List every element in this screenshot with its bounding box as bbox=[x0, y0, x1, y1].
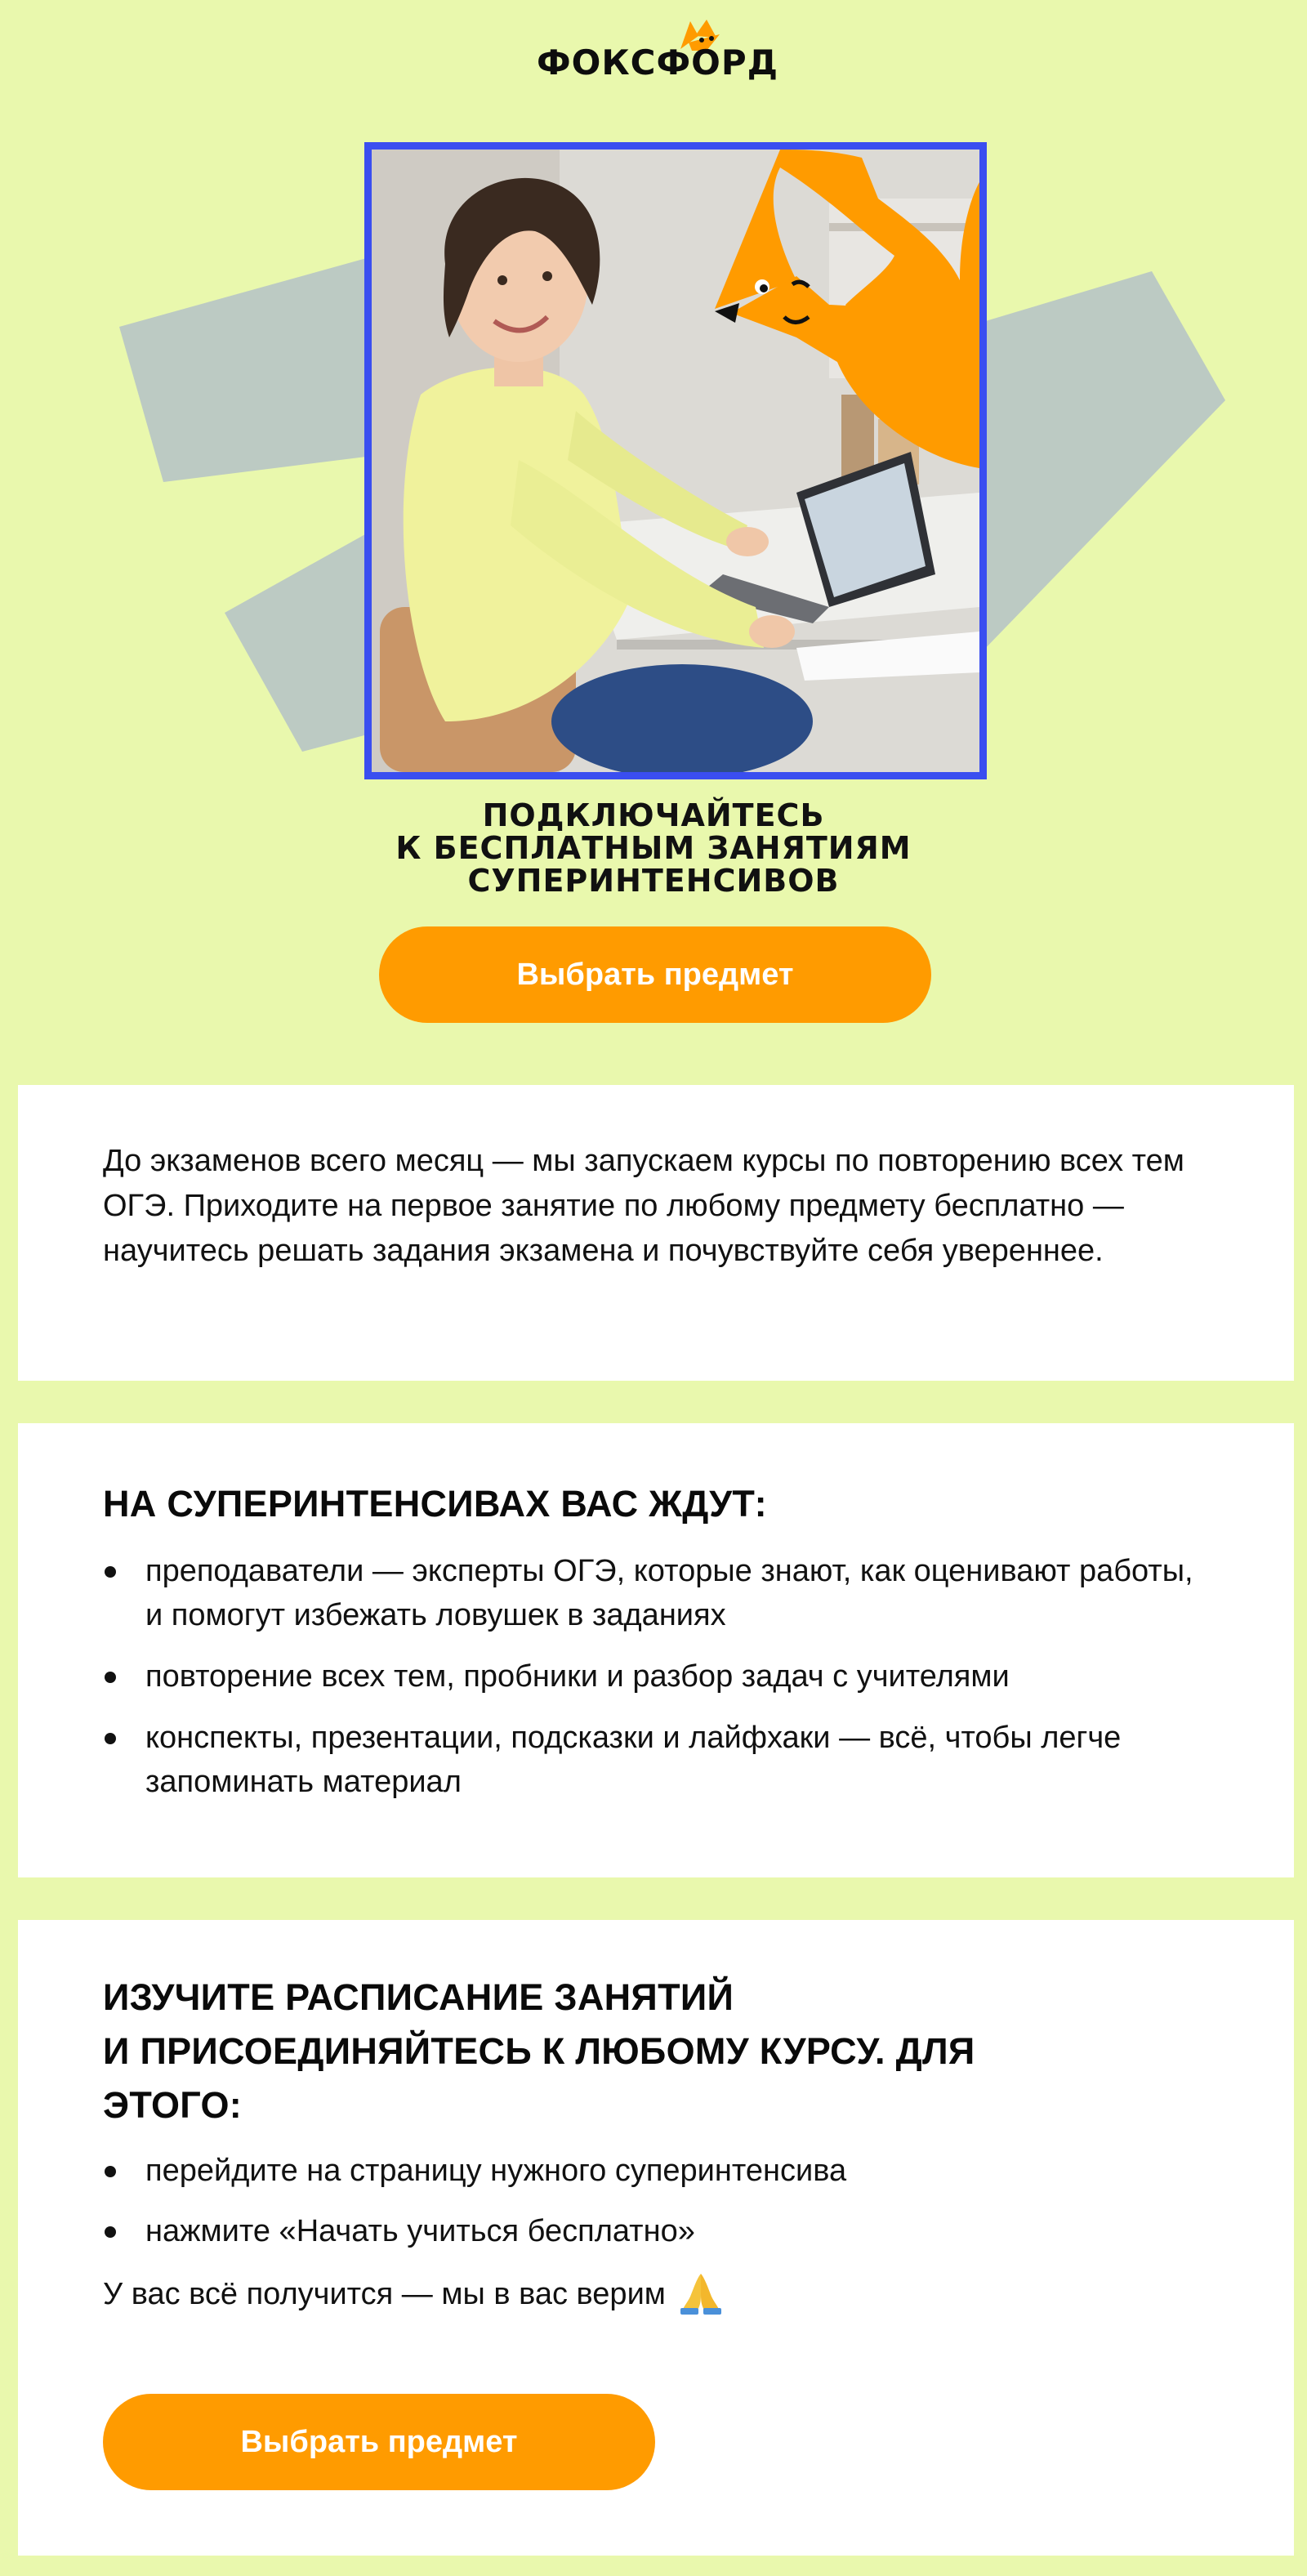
hero-title-line: СУПЕРИНТЕНСИВОВ bbox=[467, 863, 840, 899]
closing-text bbox=[103, 2271, 1209, 2317]
bullet-icon bbox=[105, 2226, 116, 2238]
features-list bbox=[103, 1549, 1209, 1804]
foxford-logo[interactable] bbox=[531, 18, 784, 83]
list-item-text: перейдите на страницу нужного суперинтенсива bbox=[145, 2154, 847, 2188]
intro-text: До экзаменов всего месяц — мы запускаем курсы по повторению всех тем ОГЭ. Приходите на первое занятие по любому предмету бесплатно — научитесь решать задания экзамена и почувствуйте себя увереннее. bbox=[103, 1144, 1184, 1268]
list-item bbox=[103, 1716, 1209, 1804]
schedule-card bbox=[18, 1920, 1294, 2556]
list-item bbox=[103, 1654, 1209, 1699]
hero-title bbox=[245, 799, 1062, 897]
list-item-text: преподаватели — эксперты ОГЭ, которые знают, как оценивают работы, и помогут избежать ловушек в заданиях bbox=[145, 1554, 1193, 1632]
list-item-text: нажмите «Начать учиться бесплатно» bbox=[145, 2214, 695, 2248]
folded-hands-icon bbox=[679, 2270, 723, 2315]
list-item-text: конспекты, презентации, подсказки и лайфхаки — всё, чтобы легче запоминать материал bbox=[145, 1721, 1122, 1799]
list-item bbox=[103, 2209, 1209, 2253]
bullet-icon bbox=[105, 1672, 116, 1683]
choose-subject-button-bottom[interactable]: Выбрать предмет bbox=[103, 2394, 655, 2490]
bullet-icon bbox=[105, 1733, 116, 1744]
hero-section bbox=[0, 90, 1307, 1070]
list-item bbox=[103, 2149, 1209, 2193]
schedule-heading-line: ЭТОГО: bbox=[103, 2084, 243, 2126]
list-item bbox=[103, 1549, 1209, 1637]
features-card bbox=[18, 1423, 1294, 1877]
hero-title-line: К БЕСПЛАТНЫМ ЗАНЯТИЯМ bbox=[395, 830, 912, 866]
intro-card bbox=[18, 1085, 1294, 1381]
logo-wordmark: ФОКСФОРД bbox=[536, 42, 779, 83]
choose-subject-button[interactable]: Выбрать предмет bbox=[379, 926, 931, 1023]
schedule-steps-list bbox=[103, 2149, 1209, 2253]
hero-title-line: ПОДКЛЮЧАЙТЕСЬ bbox=[482, 797, 825, 833]
bullet-icon bbox=[105, 2166, 116, 2177]
schedule-heading-line: И ПРИСОЕДИНЯЙТЕСЬ К ЛЮБОМУ КУРСУ. ДЛЯ bbox=[103, 2030, 975, 2072]
features-heading: НА СУПЕРИНТЕНСИВАХ ВАС ЖДУТ: bbox=[103, 1483, 767, 1525]
bullet-icon bbox=[105, 1566, 116, 1578]
closing-text-label: У вас всё получится — мы в вас верим bbox=[103, 2277, 666, 2311]
schedule-heading-line: ИЗУЧИТЕ РАСПИСАНИЕ ЗАНЯТИЙ bbox=[103, 1976, 734, 2018]
list-item-text: повторение всех тем, пробники и разбор задач с учителями bbox=[145, 1659, 1010, 1694]
header bbox=[0, 0, 1307, 90]
schedule-heading bbox=[103, 1971, 1209, 2132]
hero-photo bbox=[364, 142, 987, 779]
